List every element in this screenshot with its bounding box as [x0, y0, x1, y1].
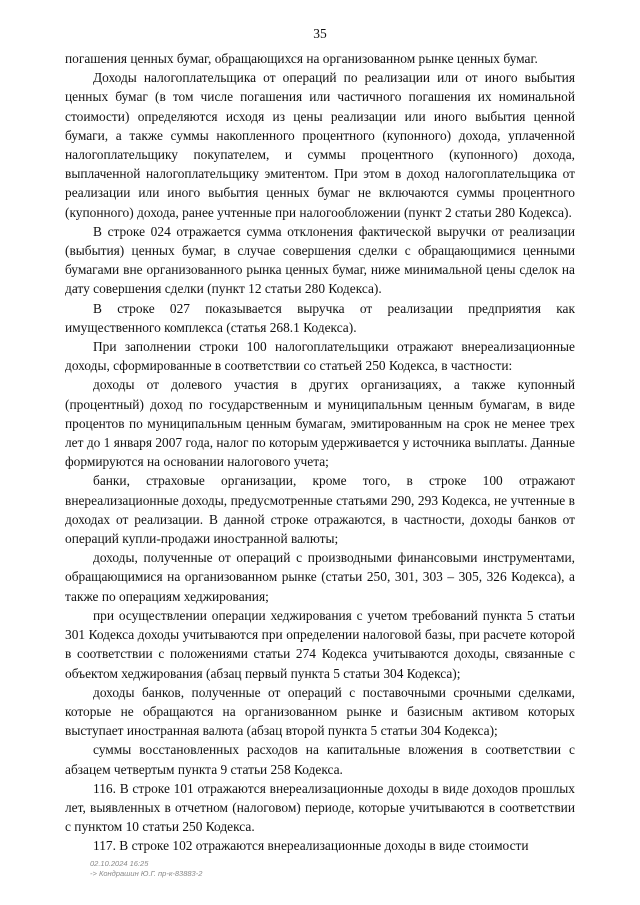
paragraph: банки, страховые организации, кроме того, в строке 100 отражают внереализационные доходы, предусмотренные статьями 290, 293 Кодекса, не учтенные в доходах от реализации. В данной строке отражаются, в частности, доходы банков от операций купли-продажи иностранной валюты; — [65, 473, 575, 547]
paragraph: 116. В строке 101 отражаются внереализационные доходы в виде доходов прошлых лет, выявленных в отчетном (налоговом) периоде, которые учитываются в соответствии с пунктом 10 статьи 250 Кодекса. — [65, 780, 575, 835]
paragraph: В строке 024 отражается сумма отклонения фактической выручки от реализации (выбытия) ценных бумаг, в случае совершения сделки с обращающимися ценными бумагами вне организованного рынка ценных бумаг, ниже минимальной цены сделок на дату совершения сделки (пункт 12 статьи 280 Кодекса). — [65, 223, 575, 297]
paragraph: погашения ценных бумаг, обращающихся на организованном рынке ценных бумаг. — [65, 51, 538, 66]
paragraph: Доходы налогоплательщика от операций по реализации или от иного выбытия ценных бумаг (в том числе погашения или частичного погашения их номинальной стоимости) определяются исходя из цены реализации или иного выбытия ценной бумаги, а также суммы накопленного процентного (купонного) дохода, уплаченной налогоплательщику покупателем, и суммы процентного (купонного) дохода, выплаченной налогоплательщику эмитентом. При этом в доход налогоплательщика от реализации или иного выбытия ценных бумаг не включаются суммы процентного (купонного) дохода, ранее учтенные при налогообложении (пункт 2 статьи 280 Кодекса). — [65, 70, 575, 220]
paragraph: 117. В строке 102 отражаются внереализационные доходы в виде стоимости — [93, 838, 529, 854]
paragraph: доходы, полученные от операций с производными финансовыми инструментами, обращающимися на организованном рынке (статьи 250, 301, 303 – 305, 326 Кодекса), а также по операциям хеджирования; — [65, 550, 575, 604]
footer-timestamp: 02.10.2024 16:25 — [90, 859, 149, 868]
paragraph: доходы банков, полученные от операций с поставочными срочными сделками, которые не обращаются на организованном рынке и базисным активом которых выступает иностранная валюта (абзац второй пункта 5 статьи 304 Кодекса); — [65, 684, 575, 739]
paragraph: суммы восстановленных расходов на капитальные вложения в соответствии с абзацем четвертым пункта 9 статьи 258 Кодекса. — [65, 742, 575, 777]
paragraph: при осуществлении операции хеджирования с учетом требований пункта 5 статьи 301 Кодекса доходы учитываются при определении налоговой базы, при расчете которой в соответствии с положениями статьи 274 Кодекса учитываются доходы, связанные с объектом хеджирования (абзац первый пункта 5 статьи 304 Кодекса); — [65, 607, 575, 681]
document-body — [65, 49, 575, 856]
footer-reference: -> Кондрашин Ю.Г. пр-к-83883-2 — [90, 869, 203, 878]
paragraph: доходы от долевого участия в других организациях, а также купонный (процентный) доход по государственным и муниципальным ценным бумагам, в виде процентов по муниципальным ценным бумагам, эмитированным на срок не менее трех лет до 1 января 2007 года, налог по которым удерживается у источника выплаты. Данные формируются на основании налогового учета; — [65, 377, 575, 470]
document-footer-stamp — [90, 859, 202, 879]
paragraph: В строке 027 показывается выручка от реализации предприятия как имущественного комплекса (статья 268.1 Кодекса). — [65, 300, 575, 335]
page-number: 35 — [313, 26, 327, 41]
paragraph: При заполнении строки 100 налогоплательщики отражают внереализационные доходы, сформированные в соответствии со статьей 250 Кодекса, в частности: — [65, 339, 575, 374]
